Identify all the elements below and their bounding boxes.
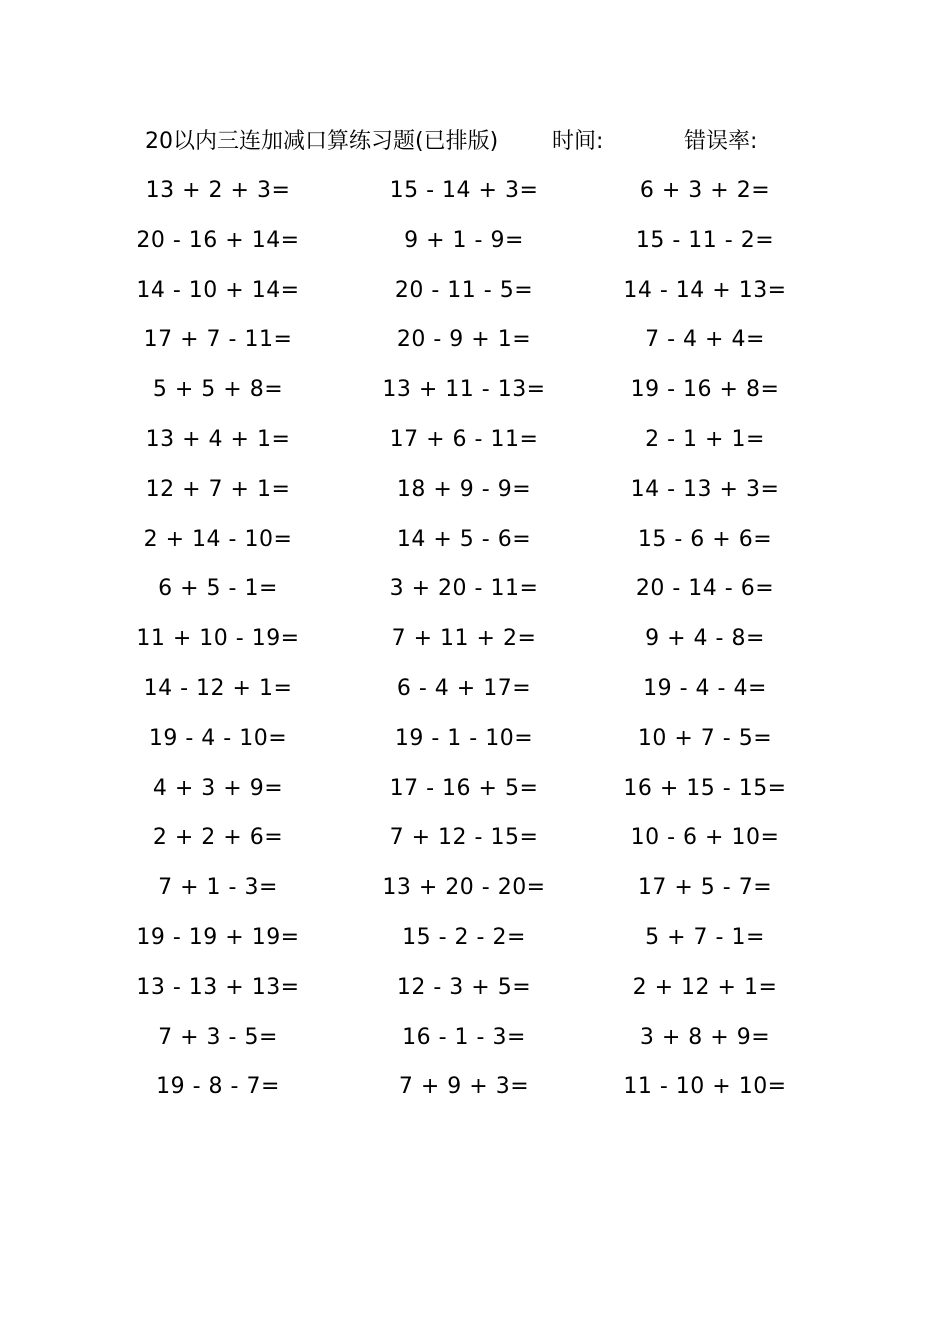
math-problem: 17 + 6 - 11= [389,426,539,452]
math-problem: 14 - 14 + 13= [623,277,787,303]
math-problem: 20 - 14 - 6= [635,576,775,602]
math-problem: 2 + 14 - 10= [143,526,293,552]
problem-row [0,174,950,224]
math-problem: 15 - 14 + 3= [389,178,539,203]
problem-row [0,572,950,622]
math-problem: 2 + 2 + 6= [152,825,284,851]
math-problem: 7 + 9 + 3= [398,1074,530,1100]
math-problem: 19 - 4 - 4= [643,675,767,701]
math-problem: 5 + 5 + 8= [152,377,284,403]
math-problem: 7 + 1 - 3= [158,875,278,901]
math-problem: 5 + 7 - 1= [645,924,765,950]
math-problem: 15 - 2 - 2= [402,924,526,950]
problem-row [0,523,950,573]
math-problem: 9 + 4 - 8= [645,626,765,652]
math-problem: 4 + 3 + 9= [152,775,284,801]
math-problem: 7 + 3 - 5= [158,1024,278,1050]
math-problem: 19 - 1 - 10= [394,725,534,751]
math-problem: 14 - 12 + 1= [143,675,293,701]
math-problem: 13 + 2 + 3= [145,178,291,203]
math-problem: 17 - 16 + 5= [389,775,539,801]
math-problem: 12 + 7 + 1= [145,476,291,502]
math-problem: 14 + 5 - 6= [396,526,532,552]
problem-row [0,473,950,523]
worksheet-header [0,126,950,158]
math-problem: 13 + 11 - 13= [382,377,546,403]
math-problem: 6 + 3 + 2= [639,178,771,203]
math-problem: 11 - 10 + 10= [623,1074,787,1100]
problem-row [0,722,950,772]
math-problem: 7 - 4 + 4= [645,327,765,353]
problem-row [0,921,950,971]
math-problem: 19 - 19 + 19= [136,924,300,950]
math-problem: 3 + 20 - 11= [389,576,539,602]
math-problem: 17 + 7 - 11= [143,327,293,353]
math-problem: 20 - 11 - 5= [394,277,534,303]
math-problem: 6 + 5 - 1= [158,576,278,602]
math-problem: 11 + 10 - 19= [136,626,300,652]
problem-row [0,323,950,373]
problem-grid [0,174,950,1120]
math-problem: 20 - 16 + 14= [136,227,300,253]
time-label: 时间: [552,129,604,154]
math-problem: 20 - 9 + 1= [396,327,532,353]
math-problem: 7 + 11 + 2= [391,626,537,652]
math-problem: 3 + 8 + 9= [639,1024,771,1050]
math-problem: 15 - 11 - 2= [635,227,775,253]
math-problem: 16 - 1 - 3= [402,1024,526,1050]
problem-row [0,1021,950,1071]
problem-row [0,672,950,722]
problem-row [0,821,950,871]
math-problem: 10 - 6 + 10= [630,825,780,851]
math-problem: 15 - 6 + 6= [637,526,773,552]
problem-row [0,871,950,921]
math-problem: 2 + 12 + 1= [632,974,778,1000]
math-problem: 14 - 10 + 14= [136,277,300,303]
problem-row [0,373,950,423]
problem-row [0,772,950,822]
problem-row [0,423,950,473]
math-problem: 18 + 9 - 9= [396,476,532,502]
math-problem: 19 - 8 - 7= [156,1074,280,1100]
math-problem: 12 - 3 + 5= [396,974,532,1000]
math-problem: 13 + 4 + 1= [145,426,291,452]
math-problem: 19 - 16 + 8= [630,377,780,403]
math-problem: 2 - 1 + 1= [645,426,765,452]
math-problem: 9 + 1 - 9= [404,227,524,253]
math-problem: 13 - 13 + 13= [136,974,300,1000]
error-rate-label: 错误率: [684,129,758,154]
problem-row [0,274,950,324]
math-problem: 10 + 7 - 5= [637,725,773,751]
problem-row [0,1070,950,1120]
problem-row [0,622,950,672]
math-problem: 6 - 4 + 17= [396,675,532,701]
problem-row [0,971,950,1021]
worksheet-title: 20以内三连加减口算练习题(已排版) [145,129,499,154]
math-problem: 17 + 5 - 7= [637,875,773,901]
math-problem: 13 + 20 - 20= [382,875,546,901]
math-problem: 14 - 13 + 3= [630,476,780,502]
math-problem: 19 - 4 - 10= [148,725,288,751]
problem-row [0,224,950,274]
math-problem: 7 + 12 - 15= [389,825,539,851]
math-problem: 16 + 15 - 15= [623,775,787,801]
